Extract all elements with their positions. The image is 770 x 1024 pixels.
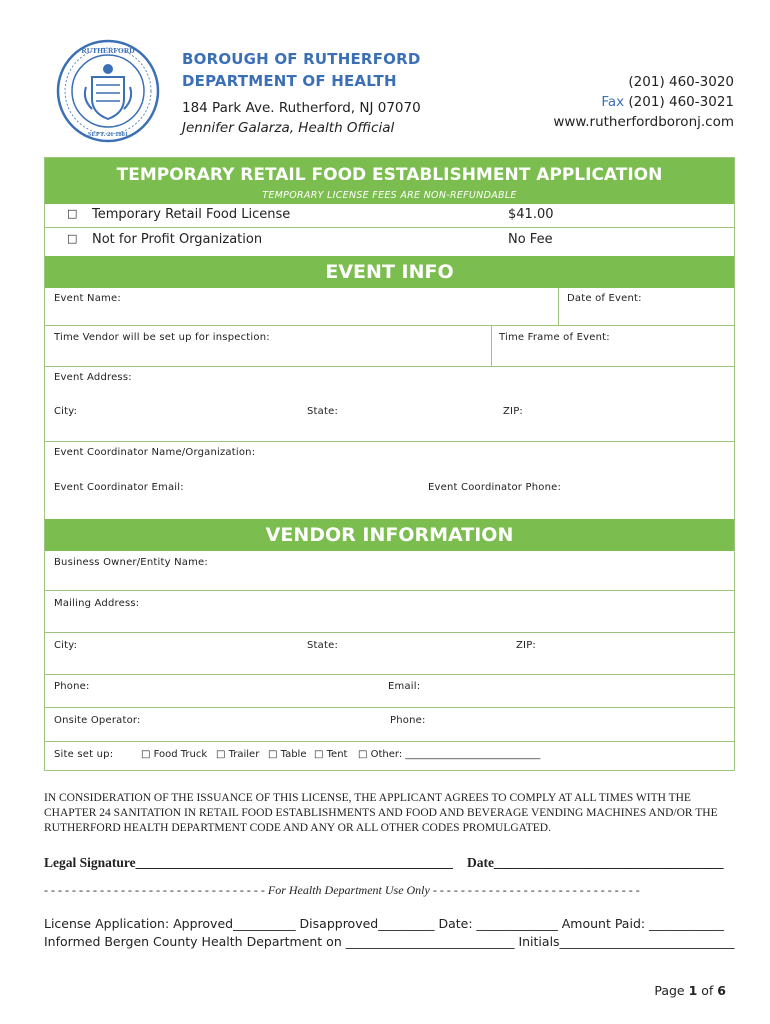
dept-use-divider: - - - - - - - - - - - - - - - - - - - - - - - - - - - - - - - - For Health Department Use Only - - - - - - - - - - - - - - - - - - - - - - - - - - - - - -	[44, 883, 640, 897]
dept-informed-line: Informed Bergen County Health Department on ___________________________ Initials____________________________	[44, 934, 735, 949]
phone-number: (201) 460-3020	[628, 74, 734, 90]
org-name-line1: BOROUGH OF RUTHERFORD	[182, 50, 421, 68]
page-of: of	[697, 983, 718, 998]
license-option-row[interactable]	[45, 203, 734, 228]
vendor-phone-field[interactable]: Phone:	[54, 681, 90, 692]
header-left	[182, 48, 421, 138]
health-official: Jennifer Galarza, Health Official	[182, 120, 395, 136]
coordinator-phone-field[interactable]: Event Coordinator Phone:	[428, 482, 562, 493]
vendor-contact-row	[45, 675, 734, 708]
time-frame-field[interactable]: Time Frame of Event:	[499, 332, 610, 343]
fax-label: Fax	[601, 94, 625, 110]
vendor-zip-field[interactable]: ZIP:	[516, 640, 536, 651]
svg-text:RUTHERFORD: RUTHERFORD	[81, 46, 135, 55]
license-checkbox[interactable]: □	[67, 207, 78, 220]
vendor-state-field[interactable]: State:	[307, 640, 339, 651]
business-owner-field[interactable]: Business Owner/Entity Name:	[54, 557, 208, 568]
event-zip-field[interactable]: ZIP:	[503, 406, 523, 417]
signature-line	[44, 855, 724, 871]
event-state-field[interactable]: State:	[307, 406, 339, 417]
coordinator-name-field[interactable]: Event Coordinator Name/Organization:	[54, 447, 256, 458]
event-address-row	[45, 367, 734, 442]
site-setup-label: Site set up:	[54, 749, 114, 760]
page-total: 6	[717, 983, 726, 998]
org-name-line2: DEPARTMENT OF HEALTH	[182, 72, 397, 90]
event-address-field[interactable]: Event Address:	[54, 372, 132, 383]
license-name: Not for Profit Organization	[92, 232, 263, 247]
food-truck-checkbox[interactable]: □ Food Truck	[141, 749, 208, 760]
signature-date-field[interactable]: Date__________________________________	[467, 855, 724, 870]
page-number	[654, 983, 726, 998]
fax-number: (201) 460-3021	[628, 94, 734, 110]
event-city-field[interactable]: City:	[54, 406, 78, 417]
vendor-info-band	[45, 519, 734, 551]
coordinator-email-field[interactable]: Event Coordinator Email:	[54, 482, 184, 493]
event-info-band	[45, 256, 734, 288]
tent-checkbox[interactable]: □ Tent	[314, 749, 348, 760]
operator-phone-field[interactable]: Phone:	[390, 715, 426, 726]
time-vendor-setup-field[interactable]: Time Vendor will be set up for inspection:	[54, 332, 270, 343]
trailer-checkbox[interactable]: □ Trailer	[216, 749, 260, 760]
mailing-address-row	[45, 591, 734, 633]
license-option-row[interactable]	[45, 228, 734, 253]
application-form	[44, 157, 735, 771]
date-of-event-field[interactable]: Date of Event:	[567, 293, 642, 304]
vendor-info-heading: VENDOR INFORMATION	[265, 524, 514, 546]
license-name: Temporary Retail Food License	[92, 207, 291, 222]
other-checkbox[interactable]: □ Other: ___________________________	[358, 749, 541, 760]
onsite-operator-field[interactable]: Onsite Operator:	[54, 715, 141, 726]
org-address: 184 Park Ave. Rutherford, NJ 07070	[182, 100, 421, 116]
coordinator-row	[45, 442, 734, 519]
event-name-row	[45, 288, 734, 326]
onsite-operator-row	[45, 708, 734, 742]
license-checkbox[interactable]: □	[67, 232, 78, 245]
mailing-address-field[interactable]: Mailing Address:	[54, 598, 140, 609]
business-owner-row	[45, 551, 734, 591]
site-setup-row	[45, 742, 734, 772]
vendor-city-row	[45, 633, 734, 675]
license-fee: $41.00	[508, 207, 554, 222]
time-row	[45, 326, 734, 367]
divider	[491, 326, 492, 367]
form-subtitle: TEMPORARY LICENSE FEES ARE NON-REFUNDABLE	[262, 190, 517, 201]
vendor-city-field[interactable]: City:	[54, 640, 78, 651]
borough-seal-logo	[56, 39, 160, 143]
website: www.rutherfordboronj.com	[553, 114, 734, 130]
form-title-band	[45, 158, 734, 204]
event-name-field[interactable]: Event Name:	[54, 293, 121, 304]
page-current: 1	[688, 983, 698, 998]
svg-text:SEPT. 21 1881: SEPT. 21 1881	[87, 131, 129, 138]
consent-statement: IN CONSIDERATION OF THE ISSUANCE OF THIS LICENSE, THE APPLICANT AGREES TO COMPLY AT ALL TIMES WITH THE CHAPTER 24 SANITATION IN RETAIL FOOD ESTABLISHMENTS AND FOOD AND BEVERAGE VENDING MACHINES AND/OR THE RUTHERFORD HEALTH DEPARTMENT CODE AND ANY OR ALL OTHER CODES PROMULGATED.	[44, 792, 718, 834]
fax-line	[553, 92, 734, 112]
header-contact	[553, 72, 734, 132]
legal-signature-field[interactable]: Legal Signature_______________________________________________	[44, 855, 453, 870]
dept-approval-line: License Application: Approved__________ Disapproved_________ Date: _____________ Amount Paid: ____________	[44, 916, 725, 931]
form-title: TEMPORARY RETAIL FOOD ESTABLISHMENT APPLICATION	[116, 165, 663, 185]
page-prefix: Page	[654, 983, 689, 998]
divider	[558, 288, 559, 326]
table-checkbox[interactable]: □ Table	[268, 749, 307, 760]
event-info-heading: EVENT INFO	[325, 261, 454, 283]
license-fee: No Fee	[508, 232, 553, 247]
vendor-email-field[interactable]: Email:	[388, 681, 421, 692]
